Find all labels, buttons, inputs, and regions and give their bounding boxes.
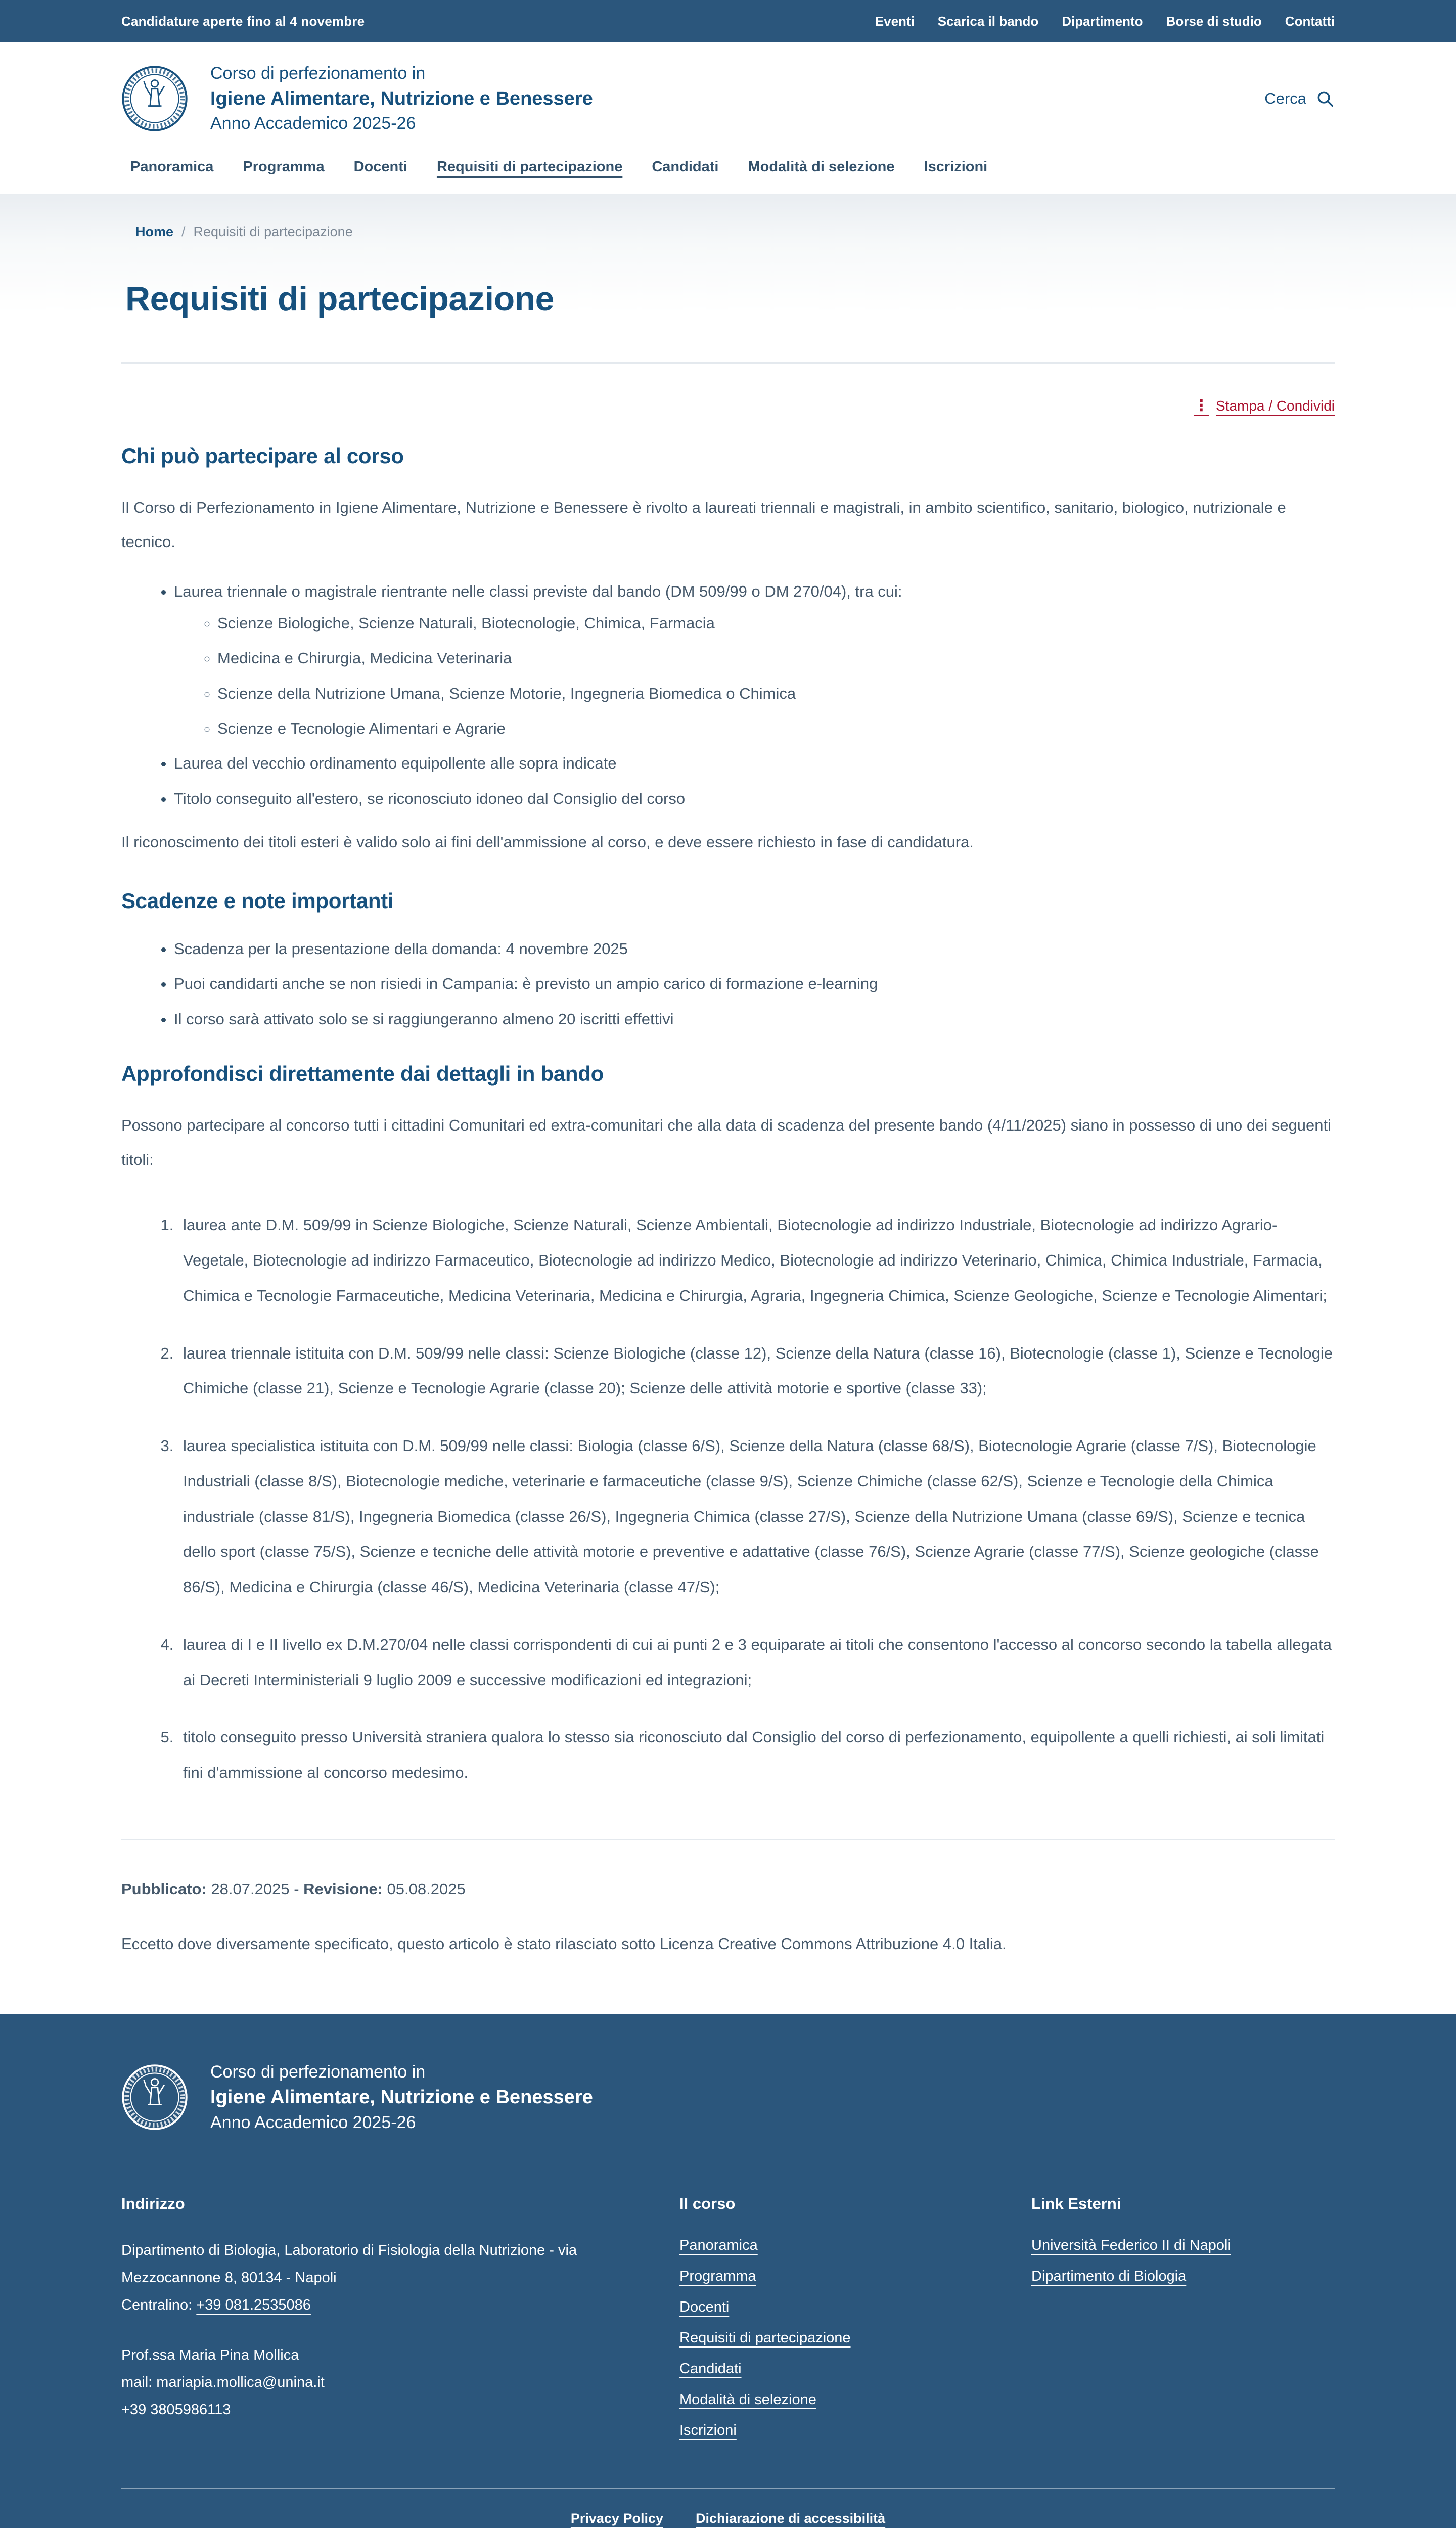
top-menu-link[interactable]: Borse di studio <box>1166 13 1262 29</box>
numbered-item: 4. laurea di I e II livello ex D.M.270/04 nelle classi corrispondenti di cui ai punti 2 e 3 equiparate ai titoli che consentono l'accesso al concorso secondo la tabella allegata ai Decreti Interministeriali 9 luglio 2009 e successive modificazioni ed integrazioni; <box>178 1627 1335 1698</box>
site-header <box>0 42 1456 194</box>
footer-course-heading: Il corso <box>679 2195 736 2213</box>
footer-address-text <box>121 2237 679 2319</box>
brand-line-2: Igiene Alimentare, Nutrizione e Benessere <box>210 87 593 109</box>
list-item: • Laurea del vecchio ordinamento equipollente alle sopra indicate <box>174 750 1335 777</box>
numbered-item: 5. titolo conseguito presso Università straniera qualora lo stesso sia riconosciuto dal Consiglio del corso di perfezionamento, equipollente a quelli richiesti, ai soli limitati fini d'ammissione al concorso medesimo. <box>178 1720 1335 1790</box>
top-menu-link[interactable]: Dipartimento <box>1062 13 1143 29</box>
list-item: ◦ Medicina e Chirurgia, Medicina Veterinaria <box>217 645 1335 671</box>
degree-classes-sublist <box>174 610 1335 742</box>
bando-numbered-list <box>121 1207 1335 1790</box>
bando-intro-paragraph: Possono partecipare al concorso tutti i cittadini Comunitari ed extra-comunitari che alla data di scadenza del presente bando (4/11/2025) siano in possesso di uno dei seguenti titoli: <box>121 1116 1332 1169</box>
top-menu-link[interactable]: Eventi <box>875 13 915 29</box>
search-icon <box>1315 89 1335 108</box>
footer-external-links <box>1031 2237 1335 2285</box>
breadcrumb <box>121 224 1335 240</box>
phone-link[interactable]: +39 081.2535086 <box>196 2296 311 2313</box>
nav-link[interactable]: Requisiti di partecipazione <box>436 159 623 175</box>
footer-course-link[interactable]: Docenti <box>679 2299 730 2316</box>
classes-intro-text: Laurea triennale o magistrale rientrante nelle classi previste dal bando (DM 509/99 o DM 270/04), tra cui: <box>174 582 902 600</box>
main-content <box>121 364 1335 1961</box>
mail-address: mariapia.mollica@unina.it <box>156 2374 325 2390</box>
section-heading-who: Chi può partecipare al corso <box>121 444 404 468</box>
who-bullet-list <box>121 578 1335 812</box>
print-share-link[interactable] <box>1194 397 1335 415</box>
university-seal-logo-footer <box>121 2064 188 2131</box>
breadcrumb-separator: / <box>181 224 186 240</box>
content-divider <box>121 1839 1335 1840</box>
site-footer <box>0 2014 1456 2528</box>
footer-legal-links <box>121 2489 1335 2528</box>
list-item: ◦ Scienze della Nutrizione Umana, Scienze Motorie, Ingegneria Biomedica o Chimica <box>217 680 1335 707</box>
list-item: ◦ Scienze Biologiche, Scienze Naturali, Biotecnologie, Chimica, Farmacia <box>217 610 1335 637</box>
list-item: • Scadenza per la presentazione della domanda: 4 novembre 2025 <box>174 935 1335 962</box>
footer-address-column <box>121 2195 679 2439</box>
breadcrumb-home-link[interactable]: Home <box>135 224 174 240</box>
search-button[interactable] <box>1264 89 1335 108</box>
meta-dash: - <box>294 1880 299 1898</box>
top-utility-menu <box>875 14 1335 29</box>
nav-link[interactable]: Docenti <box>353 159 407 175</box>
footer-course-link[interactable]: Iscrizioni <box>679 2422 737 2439</box>
published-date: 28.07.2025 <box>211 1880 290 1898</box>
published-label: Pubblicato: <box>121 1880 207 1898</box>
list-item: ◦ Scienze e Tecnologie Alimentari e Agrarie <box>217 715 1335 742</box>
footer-course-link[interactable]: Candidati <box>679 2361 742 2377</box>
revision-label: Revisione: <box>303 1880 383 1898</box>
numbered-item: 2. laurea triennale istituita con D.M. 509/99 nelle classi: Scienze Biologiche (classe 12), Scienze della Natura (classe 16), Biotecnologie (classe 1), Scienze e Tecnologie Chimiche (classe 21), Scienze e Tecnologie Agrarie (classe 20); Scienze delle attività motorie e sportive (classe 33); <box>178 1336 1335 1407</box>
footer-brand <box>121 2060 1335 2134</box>
footer-course-link[interactable]: Requisiti di partecipazione <box>679 2330 851 2346</box>
breadcrumb-current: Requisiti di partecipazione <box>193 224 353 240</box>
footer-course-links <box>679 2237 1031 2439</box>
deadlines-bullet-list <box>121 935 1335 1032</box>
foreign-titles-note: Il riconoscimento dei titoli esteri è valido solo ai fini dell'ammissione al corso, e deve essere richiesto in fase di candidatura. <box>121 833 974 851</box>
footer-brand-line-1: Corso di perfezionamento in <box>210 2062 426 2082</box>
site-brand-link[interactable] <box>121 62 593 136</box>
list-item: • Titolo conseguito all'estero, se riconosciuto idoneo dal Consiglio del corso <box>174 785 1335 812</box>
footer-legal-link[interactable]: Dichiarazione di accessibilità <box>695 2511 886 2526</box>
nav-link[interactable]: Programma <box>243 159 325 175</box>
professor-name: Prof.ssa Maria Pina Mollica <box>121 2347 299 2364</box>
nav-link[interactable]: Panoramica <box>130 159 214 175</box>
footer-course-column <box>679 2195 1031 2439</box>
footer-external-column <box>1031 2195 1335 2439</box>
publish-meta <box>121 1872 1335 1907</box>
footer-external-heading: Link Esterni <box>1031 2195 1121 2213</box>
footer-external-link[interactable]: Università Federico II di Napoli <box>1031 2237 1231 2254</box>
brand-line-3: Anno Accademico 2025-26 <box>210 114 416 133</box>
footer-legal-link[interactable]: Privacy Policy <box>570 2511 663 2526</box>
revision-date: 05.08.2025 <box>387 1880 466 1898</box>
footer-brand-line-3: Anno Accademico 2025-26 <box>210 2112 416 2132</box>
announcement-text: Candidature aperte fino al 4 novembre <box>121 13 365 29</box>
footer-course-link[interactable]: Panoramica <box>679 2237 758 2254</box>
footer-brand-line-2: Igiene Alimentare, Nutrizione e Benessere <box>210 2087 593 2108</box>
top-menu-link[interactable]: Scarica il bando <box>937 13 1039 29</box>
who-intro-paragraph: Il Corso di Perfezionamento in Igiene Alimentare, Nutrizione e Benessere è rivolto a laureati triennali e magistrali, in ambito scientifico, sanitario, biologico, nutrizionale e tecnico. <box>121 499 1286 551</box>
main-nav <box>121 136 1335 194</box>
list-item <box>174 578 1335 742</box>
search-label: Cerca <box>1264 89 1306 108</box>
mail-label: mail: <box>121 2374 157 2390</box>
footer-course-link[interactable]: Modalità di selezione <box>679 2391 816 2408</box>
footer-course-link[interactable]: Programma <box>679 2268 756 2285</box>
list-item: • Il corso sarà attivato solo se si raggiungeranno almeno 20 iscritti effettivi <box>174 1006 1335 1032</box>
mobile-number: +39 3805986113 <box>121 2401 231 2418</box>
top-menu-link[interactable]: Contatti <box>1285 13 1335 29</box>
phone-label: Centralino: <box>121 2296 197 2313</box>
nav-link[interactable]: Modalità di selezione <box>748 159 895 175</box>
footer-external-link[interactable]: Dipartimento di Biologia <box>1031 2268 1187 2285</box>
list-item: • Puoi candidarti anche se non risiedi in Campania: è previsto un ampio carico di formazione e-learning <box>174 970 1335 997</box>
numbered-item: 1. laurea ante D.M. 509/99 in Scienze Biologiche, Scienze Naturali, Scienze Ambientali, Biotecnologie ad indirizzo Industriale, Biotecnologie ad indirizzo Agrario-Vegetale, Biotecnologie ad indirizzo Farmaceutico, Biotecnologie ad indirizzo Medico, Biotecnologie ad indirizzo Veterinario, Chimica, Chimica Industriale, Farmacia, Chimica e Tecnologie Farmaceutiche, Medicina Veterinaria, Medicina e Chirurgia, Agraria, Ingegneria Chimica, Scienze Geologiche, Scienze e Tecnologie Alimentari; <box>178 1207 1335 1313</box>
footer-contact-person <box>121 2342 679 2423</box>
nav-link[interactable]: Candidati <box>652 159 719 175</box>
print-share-label: Stampa / Condividi <box>1215 397 1335 414</box>
page-hero <box>0 194 1456 364</box>
top-announcement-bar <box>0 0 1456 42</box>
share-dots-icon: ⋮ <box>1193 397 1209 415</box>
nav-link[interactable]: Iscrizioni <box>924 159 988 175</box>
university-seal-logo <box>121 65 188 132</box>
numbered-item: 3. laurea specialistica istituita con D.M. 509/99 nelle classi: Biologia (classe 6/S), Scienze della Natura (classe 68/S), Biotecnologie Agrarie (classe 7/S), Biotecnologie Industriali (classe 8/S), Biotecnologie mediche, veterinarie e farmaceutiche (classe 9/S), Scienze Chimiche (classe 62/S), Scienze e Tecnologie della Chimica industriale (classe 81/S), Ingegneria Biomedica (classe 26/S), Ingegneria Chimica (classe 27/S), Scienze della Nutrizione Umana (classe 69/S), Scienze e tecnica dello sport (classe 75/S), Scienze e tecniche delle attività motorie e preventive e adattative (classe 76/S), Scienze Agrarie (classe 77/S), Scienze geologiche (classe 86/S), Medicina e Chirurgia (classe 46/S), Medicina Veterinaria (classe 47/S); <box>178 1428 1335 1605</box>
address-line: Dipartimento di Biologia, Laboratorio di Fisiologia della Nutrizione - via Mezzocannone 8, 80134 - Napoli <box>121 2242 577 2286</box>
page-title: Requisiti di partecipazione <box>125 280 554 319</box>
footer-address-heading: Indirizzo <box>121 2195 185 2213</box>
section-heading-bando: Approfondisci direttamente dai dettagli in bando <box>121 1061 604 1086</box>
brand-line-1: Corso di perfezionamento in <box>210 64 426 83</box>
section-heading-deadlines: Scadenze e note importanti <box>121 889 394 913</box>
license-note: Eccetto dove diversamente specificato, questo articolo è stato rilasciato sotto Licenza Creative Commons Attribuzione 4.0 Italia. <box>121 1935 1007 1953</box>
